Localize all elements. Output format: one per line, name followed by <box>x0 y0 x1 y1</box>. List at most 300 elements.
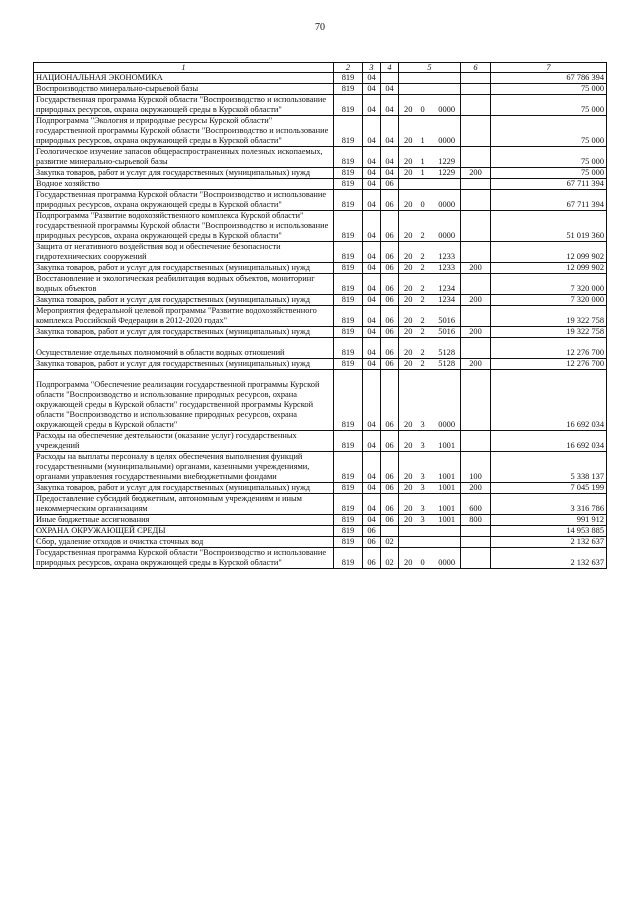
code-expense-type <box>461 370 491 431</box>
code-expense-type: 200 <box>461 359 491 370</box>
row-name-text: Закупка товаров, работ и услуг для государственных (муниципальных) нужд <box>36 327 311 336</box>
amount: 16 692 034 <box>491 431 607 452</box>
row-name <box>34 537 334 548</box>
row-name <box>34 263 334 274</box>
amount: 12 276 700 <box>491 338 607 359</box>
row-name-text: Закупка товаров, работ и услуг для государственных (муниципальных) нужд <box>36 359 311 368</box>
row-name-text: Водное хозяйство <box>36 179 100 188</box>
code-section: 04 <box>363 263 381 274</box>
amount: 67 711 394 <box>491 190 607 211</box>
code-expense-type <box>461 431 491 452</box>
code-target-article <box>399 274 461 295</box>
code-subsection: 04 <box>381 147 399 168</box>
amount: 75 000 <box>491 84 607 95</box>
code-expense-type <box>461 338 491 359</box>
code-expense-type <box>461 526 491 537</box>
code-section: 04 <box>363 147 381 168</box>
target-article-part: 1 <box>420 136 425 145</box>
code-ministry: 819 <box>334 431 363 452</box>
code-expense-type <box>461 116 491 147</box>
target-article-part: 20 <box>404 420 413 429</box>
code-target-article <box>399 242 461 263</box>
code-target-article <box>399 327 461 338</box>
code-expense-type <box>461 190 491 211</box>
header-col-4: 4 <box>381 63 399 73</box>
code-target-article <box>399 483 461 494</box>
code-section: 04 <box>363 95 381 116</box>
amount: 7 320 000 <box>491 274 607 295</box>
target-article-part: 20 <box>404 263 413 272</box>
table-row <box>34 179 607 190</box>
code-ministry: 819 <box>334 338 363 359</box>
target-article-part: 20 <box>404 316 413 325</box>
code-subsection: 06 <box>381 452 399 483</box>
code-ministry: 819 <box>334 73 363 84</box>
code-target-article <box>399 147 461 168</box>
amount: 2 132 637 <box>491 537 607 548</box>
target-article-part: 20 <box>404 441 413 450</box>
table-row <box>34 431 607 452</box>
amount: 12 099 902 <box>491 242 607 263</box>
table-row <box>34 295 607 306</box>
code-ministry: 819 <box>334 211 363 242</box>
target-article-part: 20 <box>404 200 413 209</box>
header-col-5: 5 <box>399 63 461 73</box>
code-expense-type <box>461 211 491 242</box>
row-name-text: Сбор, удаление отходов и очистка сточных вод <box>36 537 204 546</box>
row-name <box>34 306 334 327</box>
code-expense-type: 600 <box>461 494 491 515</box>
target-article-part: 20 <box>404 136 413 145</box>
code-section: 04 <box>363 190 381 211</box>
target-article-part: 2 <box>420 231 425 240</box>
target-article-part: 1001 <box>438 515 456 524</box>
target-article-part: 2 <box>420 327 425 336</box>
code-section: 04 <box>363 483 381 494</box>
code-section: 04 <box>363 84 381 95</box>
code-subsection: 06 <box>381 483 399 494</box>
table-row <box>34 526 607 537</box>
row-name <box>34 431 334 452</box>
code-ministry: 819 <box>334 548 363 569</box>
row-name <box>34 116 334 147</box>
row-name <box>34 494 334 515</box>
code-section: 04 <box>363 242 381 263</box>
code-target-article <box>399 548 461 569</box>
row-name-text: Государственная программа Курской области "Воспроизводство и использование природных ресурсов, охрана окружающей среды в Курской области" <box>36 190 327 209</box>
code-section: 04 <box>363 359 381 370</box>
amount: 67 711 394 <box>491 179 607 190</box>
code-ministry: 819 <box>334 537 363 548</box>
code-target-article <box>399 168 461 179</box>
code-subsection: 06 <box>381 494 399 515</box>
code-expense-type <box>461 548 491 569</box>
code-section: 04 <box>363 306 381 327</box>
row-name <box>34 338 334 359</box>
target-article-part: 20 <box>404 231 413 240</box>
code-ministry: 819 <box>334 84 363 95</box>
target-article-part: 20 <box>404 348 413 357</box>
code-ministry: 819 <box>334 526 363 537</box>
row-name <box>34 483 334 494</box>
code-subsection: 06 <box>381 359 399 370</box>
target-article-part: 2 <box>420 284 425 293</box>
target-article-part: 0 <box>420 558 425 567</box>
code-section: 04 <box>363 327 381 338</box>
target-article-part: 3 <box>420 472 425 481</box>
code-subsection: 06 <box>381 295 399 306</box>
code-ministry: 819 <box>334 168 363 179</box>
row-name-text: Восстановление и экологическая реабилитация водных объектов, мониторинг водных объектов <box>36 274 315 293</box>
code-subsection: 06 <box>381 338 399 359</box>
target-article-part: 20 <box>404 483 413 492</box>
code-subsection: 06 <box>381 190 399 211</box>
code-expense-type: 200 <box>461 295 491 306</box>
code-ministry: 819 <box>334 327 363 338</box>
code-subsection: 02 <box>381 537 399 548</box>
code-subsection: 06 <box>381 431 399 452</box>
code-ministry: 819 <box>334 452 363 483</box>
code-expense-type <box>461 537 491 548</box>
target-article-part: 0000 <box>438 105 456 114</box>
code-target-article <box>399 295 461 306</box>
code-target-article <box>399 515 461 526</box>
row-name-text: Государственная программа Курской области "Воспроизводство и использование природных ресурсов, охрана окружающей среды в Курской области" <box>36 548 327 567</box>
row-name <box>34 190 334 211</box>
row-name-text: Защита от негативного воздействия вод и обеспечение безопасности гидротехнических сооружений <box>36 242 281 261</box>
code-subsection: 06 <box>381 263 399 274</box>
target-article-part: 20 <box>404 295 413 304</box>
code-subsection <box>381 73 399 84</box>
row-name <box>34 211 334 242</box>
table-row <box>34 73 607 84</box>
target-article-part: 1001 <box>438 483 456 492</box>
table-row <box>34 95 607 116</box>
target-article-part: 3 <box>420 483 425 492</box>
budget-table <box>33 62 607 569</box>
code-expense-type <box>461 306 491 327</box>
row-name-text: Расходы на обеспечение деятельности (оказание услуг) государственных учреждений <box>36 431 297 450</box>
code-expense-type <box>461 147 491 168</box>
target-article-part: 0 <box>420 200 425 209</box>
amount: 12 276 700 <box>491 359 607 370</box>
code-section: 04 <box>363 431 381 452</box>
code-target-article <box>399 338 461 359</box>
target-article-part: 5016 <box>438 327 456 336</box>
table-body <box>34 73 607 569</box>
row-name <box>34 359 334 370</box>
table-row <box>34 242 607 263</box>
code-section: 04 <box>363 338 381 359</box>
target-article-part: 5128 <box>438 348 456 357</box>
target-article-part: 2 <box>420 316 425 325</box>
table-row <box>34 211 607 242</box>
target-article-part: 0 <box>420 105 425 114</box>
table-row <box>34 263 607 274</box>
code-ministry: 819 <box>334 95 363 116</box>
target-article-part: 2 <box>420 295 425 304</box>
row-name <box>34 526 334 537</box>
target-article-part: 20 <box>404 472 413 481</box>
amount: 75 000 <box>491 116 607 147</box>
code-target-article <box>399 84 461 95</box>
header-col-6: 6 <box>461 63 491 73</box>
code-ministry: 819 <box>334 515 363 526</box>
row-name-text: Воспроизводство минерально-сырьевой базы <box>36 84 199 93</box>
amount: 7 320 000 <box>491 295 607 306</box>
target-article-part: 20 <box>404 504 413 513</box>
code-subsection: 04 <box>381 84 399 95</box>
header-col-3: 3 <box>363 63 381 73</box>
amount: 51 019 360 <box>491 211 607 242</box>
code-subsection <box>381 526 399 537</box>
code-expense-type <box>461 73 491 84</box>
target-article-part: 2 <box>420 263 425 272</box>
code-target-article <box>399 73 461 84</box>
code-ministry: 819 <box>334 295 363 306</box>
code-subsection: 06 <box>381 179 399 190</box>
code-section: 06 <box>363 526 381 537</box>
target-article-part: 2 <box>420 252 425 261</box>
row-name-text: Закупка товаров, работ и услуг для государственных (муниципальных) нужд <box>36 168 311 177</box>
code-ministry: 819 <box>334 190 363 211</box>
code-expense-type: 200 <box>461 327 491 338</box>
header-col-7: 7 <box>491 63 607 73</box>
code-target-article <box>399 306 461 327</box>
target-article-part: 0000 <box>438 200 456 209</box>
table-row <box>34 515 607 526</box>
code-ministry: 819 <box>334 263 363 274</box>
code-expense-type <box>461 84 491 95</box>
code-section: 06 <box>363 548 381 569</box>
amount: 991 912 <box>491 515 607 526</box>
code-expense-type <box>461 242 491 263</box>
target-article-part: 1229 <box>438 157 456 166</box>
code-target-article <box>399 211 461 242</box>
code-ministry: 819 <box>334 306 363 327</box>
table-row <box>34 338 607 359</box>
amount: 3 316 786 <box>491 494 607 515</box>
code-expense-type: 100 <box>461 452 491 483</box>
row-name <box>34 327 334 338</box>
code-subsection: 06 <box>381 370 399 431</box>
target-article-part: 20 <box>404 252 413 261</box>
table-row <box>34 84 607 95</box>
row-name <box>34 370 334 431</box>
table-row <box>34 370 607 431</box>
table-row <box>34 168 607 179</box>
code-target-article <box>399 116 461 147</box>
table-row <box>34 147 607 168</box>
code-section: 04 <box>363 295 381 306</box>
code-section: 06 <box>363 537 381 548</box>
code-target-article <box>399 537 461 548</box>
code-target-article <box>399 494 461 515</box>
code-target-article <box>399 190 461 211</box>
target-article-part: 3 <box>420 441 425 450</box>
target-article-part: 1 <box>420 168 425 177</box>
amount: 5 338 137 <box>491 452 607 483</box>
target-article-part: 1 <box>420 157 425 166</box>
target-article-part: 20 <box>404 157 413 166</box>
target-article-part: 1234 <box>438 295 456 304</box>
row-name <box>34 515 334 526</box>
code-ministry: 819 <box>334 116 363 147</box>
row-name-text: Мероприятия федеральной целевой программы "Развитие водохозяйственного комплекса Российской Федерации в 2012-2020 годах" <box>36 306 317 325</box>
table-row <box>34 548 607 569</box>
target-article-part: 3 <box>420 420 425 429</box>
amount: 67 786 394 <box>491 73 607 84</box>
code-target-article <box>399 452 461 483</box>
row-name-text: Предоставление субсидий бюджетным, автономным учреждениям и иным некоммерческим организациям <box>36 494 302 513</box>
header-col-2: 2 <box>334 63 363 73</box>
target-article-part: 3 <box>420 515 425 524</box>
amount: 19 322 758 <box>491 306 607 327</box>
row-name-text: Подпрограмма "Экология и природные ресурсы Курской области" государственной программы Курской области "Воспроизводство и использование природных ресурсов, охрана окружающей среды в Курской области" <box>36 116 329 145</box>
row-name-text: Иные бюджетные ассигнования <box>36 515 150 524</box>
target-article-part: 1229 <box>438 168 456 177</box>
code-target-article <box>399 370 461 431</box>
amount: 16 692 034 <box>491 370 607 431</box>
target-article-part: 1001 <box>438 472 456 481</box>
row-name-text: Закупка товаров, работ и услуг для государственных (муниципальных) нужд <box>36 295 311 304</box>
code-expense-type: 200 <box>461 263 491 274</box>
table-row <box>34 483 607 494</box>
table-row <box>34 494 607 515</box>
target-article-part: 0000 <box>438 420 456 429</box>
row-name-text: Расходы на выплаты персоналу в целях обеспечения выполнения функций государственными (муниципальными) органами, казенными учреждениями, органами управления государственными внебюджетными фондами <box>36 452 310 481</box>
target-article-part: 20 <box>404 558 413 567</box>
code-expense-type <box>461 95 491 116</box>
table-row <box>34 306 607 327</box>
code-subsection: 06 <box>381 242 399 263</box>
code-expense-type <box>461 179 491 190</box>
target-article-part: 2 <box>420 348 425 357</box>
header-row <box>34 63 607 73</box>
row-name <box>34 295 334 306</box>
code-section: 04 <box>363 274 381 295</box>
amount: 75 000 <box>491 168 607 179</box>
table-row <box>34 327 607 338</box>
code-ministry: 819 <box>334 483 363 494</box>
table-row <box>34 274 607 295</box>
target-article-part: 1233 <box>438 252 456 261</box>
page-number: 70 <box>315 22 325 33</box>
row-name <box>34 84 334 95</box>
code-expense-type: 200 <box>461 483 491 494</box>
row-name <box>34 452 334 483</box>
code-subsection: 04 <box>381 168 399 179</box>
row-name <box>34 179 334 190</box>
amount: 19 322 758 <box>491 327 607 338</box>
row-name <box>34 274 334 295</box>
target-article-part: 20 <box>404 359 413 368</box>
row-name <box>34 147 334 168</box>
target-article-part: 1233 <box>438 263 456 272</box>
code-section: 04 <box>363 168 381 179</box>
code-subsection: 06 <box>381 515 399 526</box>
amount: 14 953 885 <box>491 526 607 537</box>
code-target-article <box>399 95 461 116</box>
code-section: 04 <box>363 515 381 526</box>
row-name-text: Подпрограмма "Развитие водохозяйственного комплекса Курской области" государственной программы Курской области "Воспроизводство и использование природных ресурсов, охрана окружающей среды в Курской области" <box>36 211 329 240</box>
code-section: 04 <box>363 73 381 84</box>
table-row <box>34 116 607 147</box>
code-target-article <box>399 179 461 190</box>
code-section: 04 <box>363 211 381 242</box>
table-row <box>34 359 607 370</box>
target-article-part: 20 <box>404 284 413 293</box>
code-ministry: 819 <box>334 179 363 190</box>
code-subsection: 06 <box>381 327 399 338</box>
code-ministry: 819 <box>334 370 363 431</box>
code-target-article <box>399 431 461 452</box>
row-name-text: Закупка товаров, работ и услуг для государственных (муниципальных) нужд <box>36 483 311 492</box>
code-target-article <box>399 263 461 274</box>
code-ministry: 819 <box>334 147 363 168</box>
row-name-text: ОХРАНА ОКРУЖАЮЩЕЙ СРЕДЫ <box>36 526 166 535</box>
table-row <box>34 452 607 483</box>
code-section: 04 <box>363 179 381 190</box>
code-ministry: 819 <box>334 242 363 263</box>
row-name-text: Геологическое изучение запасов общераспространенных полезных ископаемых, развитие минерально-сырьевой базы <box>36 147 323 166</box>
target-article-part: 0000 <box>438 136 456 145</box>
code-expense-type <box>461 274 491 295</box>
amount: 75 000 <box>491 95 607 116</box>
row-name-text: НАЦИОНАЛЬНАЯ ЭКОНОМИКА <box>36 73 163 82</box>
code-expense-type: 200 <box>461 168 491 179</box>
row-name <box>34 242 334 263</box>
code-ministry: 819 <box>334 359 363 370</box>
target-article-part: 1234 <box>438 284 456 293</box>
code-ministry: 819 <box>334 274 363 295</box>
code-subsection: 06 <box>381 211 399 242</box>
code-target-article <box>399 359 461 370</box>
amount: 12 099 902 <box>491 263 607 274</box>
row-name-text: Подпрограмма "Обеспечение реализации государственной программы Курской области "Воспроизводство и использование природных ресурсов, охрана окружающей среды в Курской области" государственной программы Курской области "Воспроизводство и использование природных ресурсов, охрана окружающей среды в Курской области" <box>36 380 320 429</box>
target-article-part: 0000 <box>438 558 456 567</box>
target-article-part: 20 <box>404 105 413 114</box>
code-ministry: 819 <box>334 494 363 515</box>
code-subsection: 04 <box>381 95 399 116</box>
row-name <box>34 548 334 569</box>
code-section: 04 <box>363 494 381 515</box>
target-article-part: 20 <box>404 327 413 336</box>
row-name <box>34 168 334 179</box>
row-name <box>34 73 334 84</box>
code-subsection: 06 <box>381 274 399 295</box>
target-article-part: 1001 <box>438 441 456 450</box>
target-article-part: 20 <box>404 515 413 524</box>
amount: 2 132 637 <box>491 548 607 569</box>
target-article-part: 5128 <box>438 359 456 368</box>
code-expense-type: 800 <box>461 515 491 526</box>
header-col-1: 1 <box>34 63 334 73</box>
code-section: 04 <box>363 452 381 483</box>
code-subsection: 02 <box>381 548 399 569</box>
table-row <box>34 537 607 548</box>
amount: 7 045 199 <box>491 483 607 494</box>
target-article-part: 1001 <box>438 504 456 513</box>
target-article-part: 2 <box>420 359 425 368</box>
row-name <box>34 95 334 116</box>
code-subsection: 04 <box>381 116 399 147</box>
row-name-text: Осуществление отдельных полномочий в области водных отношений <box>36 348 285 357</box>
target-article-part: 3 <box>420 504 425 513</box>
target-article-part: 5016 <box>438 316 456 325</box>
row-name-text: Государственная программа Курской области "Воспроизводство и использование природных ресурсов, охрана окружающей среды в Курской области" <box>36 95 327 114</box>
code-section: 04 <box>363 116 381 147</box>
